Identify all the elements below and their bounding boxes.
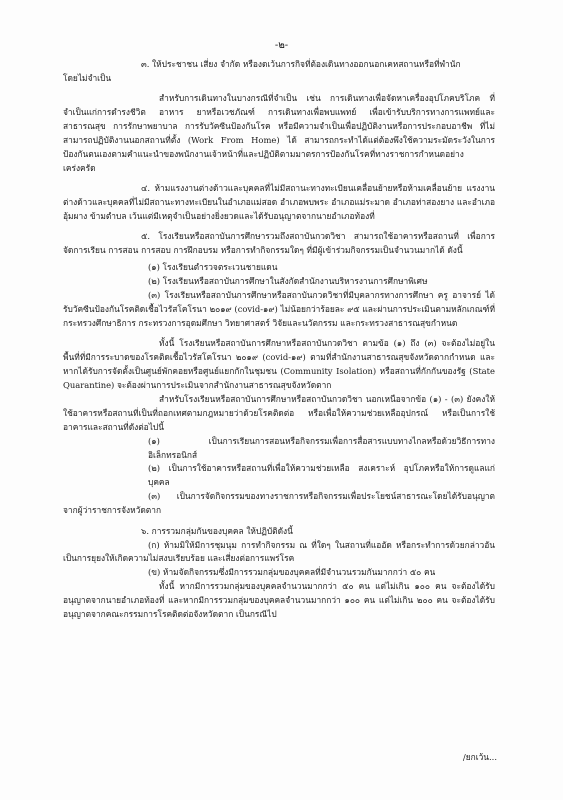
- section-6-intro: ๖. การรวมกลุ่มกันของบุคคล ให้ปฏิบัติดังนี้: [141, 525, 293, 536]
- section-5-intro: ๕. โรงเรียนหรือสถาบันการศึกษารวมถึงสถาบันกวดวิชา สามารถใช้อาคารหรือสถานที่ เพื่อการจัดการเรียน การสอน การสอบ การฝึกอบรม หรือการทำกิจกรรมใดๆ ที่มีผู้เข้าร่วมกิจกรรมเป็นจำนวนมากได้ ดังนี้: [63, 231, 495, 256]
- section-5-list-2: [63, 435, 495, 518]
- section-5-list: [63, 261, 495, 331]
- section-3-paragraph: สำหรับการเดินทางในบางกรณีที่จำเป็น เช่น การเดินทางเพื่อจัดหาเครื่องอุปโภคบริโภค ที่จำเป็นแก่การดำรงชีวิต อาหาร ยาหรือเวชภัณฑ์ การเดินทางเพื่อพบแพทย์ เพื่อเข้ารับบริการทางการแพทย์และสาธารณสุข การรักษาพยาบาล การรับวัคซีนป้องกันโรค หรือมีความจำเป็นเพื่อปฏิบัติงานหรือการประกอบอาชีพ ที่ไม่สามารถปฏิบัติงานนอกสถานที่ตั้ง (Work From Home) ได้ สามารถกระทำได้แต่ต้องพึงใช้ความระมัดระวังในการป้องกันตนเองตามคำแนะนำของพนักงานเจ้าหน้าที่และปฏิบัติตามมาตรการป้องกันโรคที่ทางราชการกำหนดอย่างเคร่งครัด: [63, 93, 495, 173]
- section-4-paragraph: ๔. ห้ามแรงงานต่างด้าวและบุคคลที่ไม่มีสถานะทางทะเบียนเคลื่อนย้ายหรือห้ามเคลื่อนย้าย แรงงานต่างด้าวและบุคคลที่ไม่มีสถานะทางทะเบียนในอำเภอแม่สอด อำเภอพบพระ อำเภอแม่ระมาด อำเภอท่าสองยาง และอำเภออุ้มผาง ข้ามตำบล เว้นแต่มีเหตุจำเป็นอย่างยิ่งยวดและได้รับอนุญาตจากนายอำเภอท้องที่: [63, 183, 495, 222]
- continuation-marker: /ยกเว้น...: [462, 752, 497, 762]
- section-6-item-a: (ก) ห้ามมิให้มีการชุมนุม การทำกิจกรรม ณ ที่ใดๆ ในสถานที่แออัด หรือกระทำการด้วยกล่าวอันเป็นการยุยงให้เกิดความไม่สงบเรียบร้อย และเสี่ยงต่อการแพร่โรค: [63, 539, 495, 564]
- page-number: -๒-: [274, 40, 289, 51]
- section-6-item-b: (ข) ห้ามจัดกิจกรรมซึ่งมีการรวมกลุ่มของบุคคลที่มีจำนวนรวมกันมากกว่า ๕๐ คน: [148, 567, 436, 578]
- section-5-paragraph-a: ทั้งนี้ โรงเรียนหรือสถาบันการศึกษาหรือสถาบันกวดวิชา ตามข้อ (๑) ถึง (๓) จะต้องไม่อยู่ในพื้นที่ที่มีการระบาดของโรคติดเชื้อไวรัสโคโรนา ๒๐๑๙ (covid-๑๙) ตามที่สำนักงานสาธารณสุขจังหวัดตากกำหนด และหากได้รับการจัดตั้งเป็นศูนย์พักคอยหรือศูนย์แยกกักในชุมชน (Community Isolation) หรือสถานที่กักกันของรัฐ (State Quarantine) จะต้องผ่านการประเมินจากสำนักงานสาธารณสุขจังหวัดตาก: [63, 338, 495, 391]
- section-5-subitem-2: (๒) เป็นการใช้อาคารหรือสถานที่เพื่อให้ความช่วยเหลือ สงเคราะห์ อุปโภคหรือให้การดูแลแก่บุคคล: [148, 463, 495, 488]
- section-6-list: [63, 539, 495, 581]
- document-body: [63, 58, 495, 622]
- section-5-subitem-1: (๑) เป็นการเรียนการสอนหรือกิจกรรมเพื่อการสื่อสารแบบทางไกลหรือด้วยวิธีการทางอิเล็กทรอนิกส์: [148, 435, 495, 460]
- section-5-item-2: (๒) โรงเรียนหรือสถาบันการศึกษาในสังกัดสำนักงานบริหารงานการศึกษาพิเศษ: [148, 276, 428, 287]
- section-5-item-1: (๑) โรงเรียนตำรวจตระเวนชายแดน: [148, 262, 278, 273]
- section-5-paragraph-b: สำหรับโรงเรียนหรือสถาบันการศึกษาหรือสถาบันกวดวิชา นอกเหนือจากข้อ (๑) - (๓) ยังคงให้ใช้อาคารหรือสถานที่เป็นที่ถอกเทศตามกฎหมายว่าด้วยโรคติดต่อ หรือเพื่อให้ความช่วยเหลืออุปกรณ์ หรือเป็นการใช้อาคารและสถานที่ดังต่อไปนี้: [63, 393, 495, 432]
- section-3-heading-cont: โดยไม่จำเป็น: [63, 72, 112, 83]
- section-6-paragraph: ทั้งนี้ หากมีการรวมกลุ่มของบุคคลจำนวนมากกว่า ๕๐ คน แต่ไม่เกิน ๑๐๐ คน จะต้องได้รับอนุญาตจากนายอำเภอท้องที่ และหากมีการรวมกลุ่มของบุคคลจำนวนมากกว่า ๑๐๐ คน แต่ไม่เกิน ๒๐๐ คน จะต้องได้รับอนุญาตจากคณะกรรมการโรคติดต่อจังหวัดตาก เป็นกรณีไป: [63, 581, 495, 620]
- section-5-subitem-3: (๓) เป็นการจัดกิจกรรมของทางราชการหรือกิจกรรมเพื่อประโยชน์สาธารณะโดยได้รับอนุญาต จากผู้ว่าราชการจังหวัดตาก: [63, 491, 495, 516]
- section-5-item-3: (๓) โรงเรียนหรือสถาบันการศึกษาหรือสถาบันกวดวิชาที่มีบุคลากรทางการศึกษา ครู อาจารย์ ได้รับวัคซีนป้องกันโรคติดเชื้อไวรัสโคโรนา ๒๐๑๙ (covid-๑๙) ไม่น้อยกว่าร้อยละ ๙๕ และผ่านการประเมินตามหลักเกณฑ์ที่กระทรวงศึกษาธิการ กระทรวงการอุดมศึกษา วิทยาศาสตร์ วิจัยและนวัตกรรม และกระทรวงสาธารณสุขกำหนด: [63, 290, 495, 328]
- section-3-heading: ๓. ให้ประชาชน เสี่ยง จำกัด หรืองดเว้นการกิจที่ต้องเดินทางออกนอกเคหสถานหรือที่พำนัก: [141, 59, 461, 69]
